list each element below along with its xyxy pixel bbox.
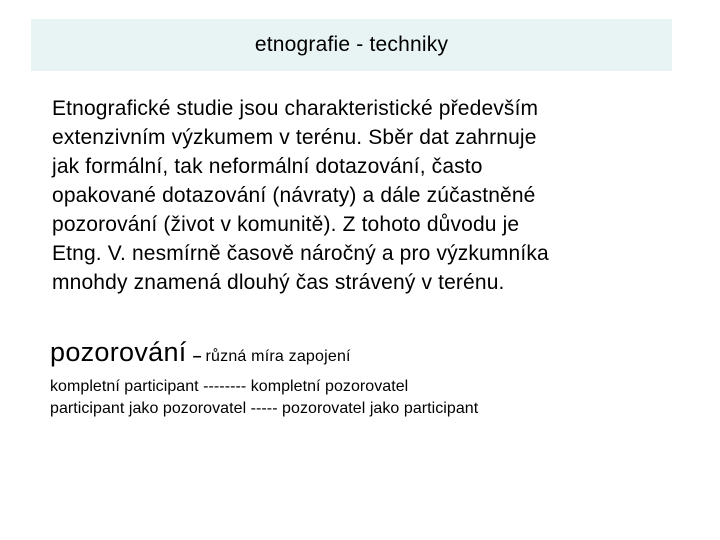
observation-section [50,333,700,420]
participation-scale-row: kompletní participant -------- kompletní pozorovatel [50,378,409,395]
slide-title: etnografie - techniky [254,33,449,56]
paragraph-line: mnohdy znamená dlouhý čas strávený v terénu. [52,271,505,294]
section-heading-dash: – [192,348,202,365]
paragraph-line: Etnografické studie jsou charakteristické především [52,97,539,120]
body-paragraph [52,94,692,297]
section-heading [50,333,700,376]
section-heading-main: pozorování [50,337,187,367]
paragraph-line: jak formální, tak neformální dotazování, často [52,155,483,178]
paragraph-line: opakované dotazování (návraty) a dále zúčastněné [52,184,536,207]
title-bar [31,19,672,71]
participation-scale-row: participant jako pozorovatel ----- pozorovatel jako participant [50,400,479,417]
section-subheading: různá míra zapojení [205,348,351,365]
paragraph-line: Etng. V. nesmírně časově náročný a pro výzkumníka [52,242,549,265]
paragraph-line: extenzivním výzkumem v terénu. Sběr dat zahrnuje [52,126,537,149]
paragraph-line: pozorování (život v komunitě). Z tohoto důvodu je [52,213,520,236]
